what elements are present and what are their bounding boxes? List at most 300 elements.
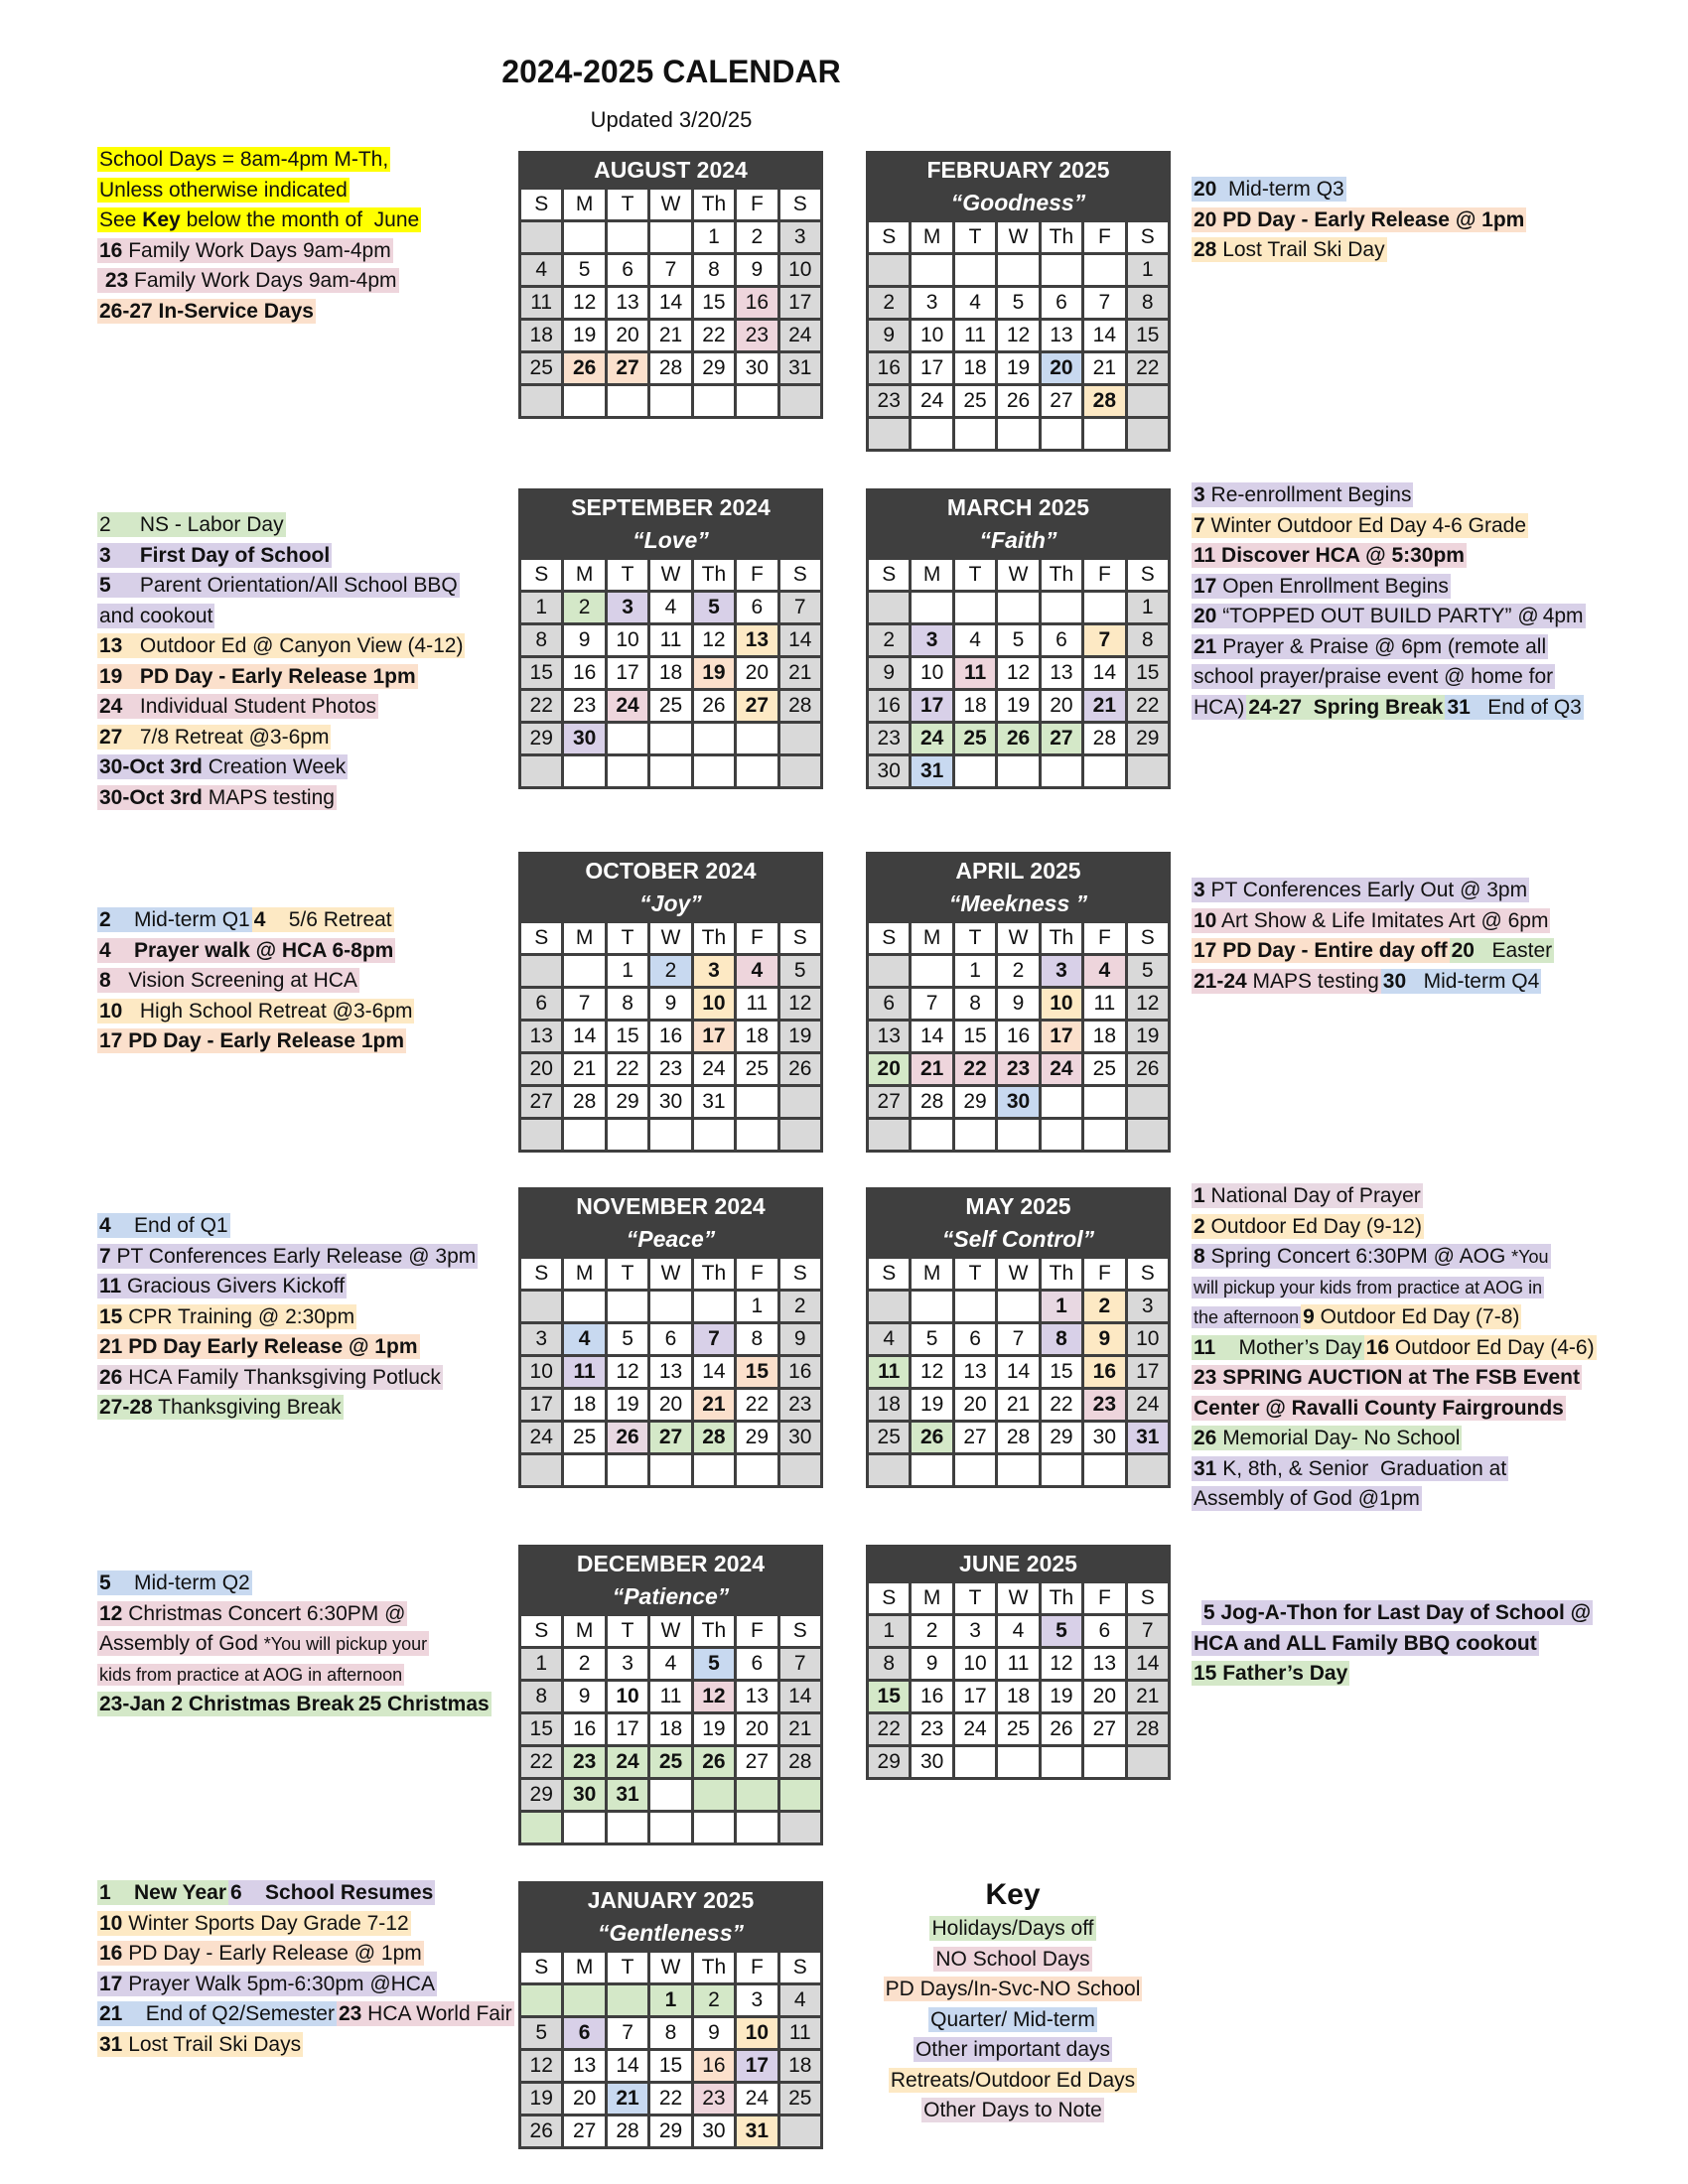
day-cell: 8 [650, 2018, 690, 2048]
day-cell: 24 [694, 1054, 734, 1084]
day-cell: 11 [1084, 989, 1124, 1019]
note-line [97, 176, 350, 206]
day-cell: 29 [869, 1747, 909, 1777]
weekday-header: M [912, 560, 951, 590]
note-line [97, 236, 393, 267]
day-cell: 9 [869, 658, 909, 688]
day-cell: 21 [608, 2084, 647, 2114]
note-line [1192, 602, 1541, 632]
note-text: 15 CPR Training @ 2:30pm [99, 1304, 355, 1328]
empty-cell [780, 756, 820, 786]
note-text: 17 PD Day - Entire day off [1194, 939, 1448, 962]
notes-apr [1192, 876, 1609, 997]
note-line [1541, 602, 1586, 632]
empty-cell [650, 386, 690, 416]
month-title: SEPTEMBER 2024 [521, 491, 820, 524]
note-line [97, 936, 395, 967]
note-line [1192, 1629, 1539, 1660]
day-cell: 12 [608, 1357, 647, 1387]
day-cell: 13 [1084, 1649, 1124, 1679]
month-title: JUNE 2025 [869, 1548, 1168, 1580]
note-line [97, 541, 332, 572]
day-cell: 7 [780, 1649, 820, 1679]
day-cell: 26 [694, 1747, 734, 1777]
note-line [1192, 1363, 1582, 1394]
empty-cell [1128, 756, 1168, 786]
note-line [1192, 1242, 1551, 1273]
notes-dec [97, 1569, 514, 1720]
calendar-aug [518, 151, 823, 419]
day-cell: 24 [780, 321, 820, 350]
month-title: NOVEMBER 2024 [521, 1190, 820, 1223]
empty-cell [1128, 1747, 1168, 1777]
note-line [97, 1629, 429, 1660]
note-text: 10 Winter Sports Day Grade 7-12 [99, 1911, 409, 1935]
day-cell: 15 [650, 2051, 690, 2081]
empty-cell [1128, 419, 1168, 449]
empty-cell [912, 1292, 951, 1321]
note-line [421, 205, 431, 236]
day-cell: 29 [694, 353, 734, 383]
weekday-header: F [1084, 222, 1124, 252]
day-cell: 30 [650, 1087, 690, 1117]
weekday-header: W [650, 1259, 690, 1289]
day-cell: 14 [998, 1357, 1038, 1387]
day-cell: 11 [869, 1357, 909, 1387]
note-line [337, 1999, 514, 2030]
weekday-header: W [998, 222, 1038, 252]
day-cell: 13 [564, 2051, 604, 2081]
note-text: 21 End of Q2/Semester [99, 2002, 335, 2025]
day-cell: 30 [780, 1423, 820, 1452]
weekday-header: T [955, 1259, 995, 1289]
day-cell: 2 [998, 956, 1038, 986]
note-line [97, 571, 460, 602]
day-cell: 31 [780, 353, 820, 383]
day-cell: 7 [998, 1324, 1038, 1354]
note-text: 5 Parent Orientation/All School BBQ [99, 574, 458, 597]
calendar-mar [866, 488, 1171, 789]
empty-cell [694, 386, 734, 416]
day-cell: 27 [564, 2116, 604, 2146]
note-text: will pickup your kids from practice at AOG in [1194, 1277, 1543, 1297]
day-cell: 15 [737, 1357, 776, 1387]
key-item [854, 2005, 1172, 2036]
day-cell: 27 [737, 691, 776, 721]
day-cell: 1 [1128, 593, 1168, 622]
key-item [854, 2035, 1172, 2066]
day-cell: 15 [521, 658, 561, 688]
weekday-header: Th [694, 1953, 734, 1982]
day-cell: 12 [1042, 1649, 1081, 1679]
note-line [97, 752, 348, 783]
weekday-header: Th [1042, 1259, 1081, 1289]
day-cell: 28 [564, 1087, 604, 1117]
weekday-header: S [1128, 1583, 1168, 1613]
note-line [97, 1909, 411, 1940]
weekday-header: W [650, 1616, 690, 1646]
month-title: MARCH 2025 [869, 491, 1168, 524]
weekday-header: W [650, 923, 690, 953]
day-cell: 20 [650, 1390, 690, 1420]
note-line [1450, 936, 1555, 967]
day-cell: 17 [912, 691, 951, 721]
day-cell: 8 [1128, 288, 1168, 318]
empty-cell [780, 1120, 820, 1150]
day-cell: 19 [1128, 1022, 1168, 1051]
day-cell: 14 [694, 1357, 734, 1387]
note-text: 25 Christmas [357, 1693, 490, 1715]
empty-cell [1042, 1087, 1081, 1117]
day-cell: 1 [608, 956, 647, 986]
day-cell: 11 [955, 658, 995, 688]
day-cell: 31 [694, 1087, 734, 1117]
empty-cell [780, 2116, 820, 2146]
day-cell: 9 [737, 255, 776, 285]
day-cell: 14 [650, 288, 690, 318]
day-cell: 26 [564, 353, 604, 383]
empty-cell [650, 1292, 690, 1321]
day-cell: 16 [1084, 1357, 1124, 1387]
weekday-header: S [521, 923, 561, 953]
day-cell: 6 [1042, 288, 1081, 318]
day-cell: 28 [608, 2116, 647, 2146]
weekday-header: Th [694, 923, 734, 953]
day-cell: 11 [650, 625, 690, 655]
note-text: 10 Art Show & Life Imitates Art @ 6pm [1194, 908, 1549, 932]
month-theme: “Meekness ” [869, 887, 1168, 920]
weekday-header: Th [1042, 923, 1081, 953]
note-text: 30-Oct 3rd MAPS testing [99, 785, 335, 809]
empty-cell [1042, 1455, 1081, 1485]
note-text: school prayer/praise event @ home for [1194, 665, 1554, 688]
empty-cell [521, 1455, 561, 1485]
day-cell: 18 [1084, 1022, 1124, 1051]
empty-cell [869, 593, 909, 622]
day-cell: 2 [650, 956, 690, 986]
day-cell: 3 [608, 1649, 647, 1679]
weekday-header: S [521, 1616, 561, 1646]
day-cell: 13 [869, 1022, 909, 1051]
note-line [97, 297, 316, 328]
empty-cell [521, 1292, 561, 1321]
empty-cell [998, 756, 1038, 786]
month-theme: “Self Control” [869, 1223, 1168, 1256]
day-cell: 21 [912, 1054, 951, 1084]
day-cell: 31 [737, 2116, 776, 2146]
note-line [1201, 1598, 1593, 1629]
empty-cell [608, 1813, 647, 1843]
day-cell: 17 [521, 1390, 561, 1420]
day-cell: 29 [1128, 724, 1168, 753]
weekday-header: W [998, 1259, 1038, 1289]
day-cell: 18 [564, 1390, 604, 1420]
month-theme: “Gentleness” [521, 1917, 820, 1950]
empty-cell [955, 1120, 995, 1150]
month-grid [869, 557, 1168, 786]
day-cell: 10 [912, 321, 951, 350]
weekday-header: F [1084, 1259, 1124, 1289]
note-line [97, 1363, 443, 1394]
note-text: Assembly of God *You will pickup your [99, 1632, 428, 1655]
note-text: 3 PT Conferences Early Out @ 3pm [1194, 879, 1528, 901]
note-text: 11 Gracious Givers Kickoff [99, 1275, 346, 1297]
weekday-header: S [780, 1259, 820, 1289]
day-cell: 21 [780, 658, 820, 688]
note-line [1192, 1659, 1349, 1690]
day-cell: 14 [608, 2051, 647, 2081]
note-text: 16 PD Day - Early Release @ 1pm [99, 1942, 422, 1965]
note-line [1192, 480, 1413, 511]
calendar-apr [866, 852, 1171, 1153]
empty-cell [869, 1292, 909, 1321]
note-line [1192, 572, 1451, 603]
key-title: Key [985, 1878, 1041, 1911]
empty-cell [694, 1813, 734, 1843]
day-cell: 4 [1084, 956, 1124, 986]
day-cell: 9 [564, 625, 604, 655]
day-cell: 26 [1128, 1054, 1168, 1084]
day-cell: 23 [780, 1390, 820, 1420]
day-cell: 22 [1042, 1390, 1081, 1420]
note-line [1445, 693, 1583, 724]
weekday-header: S [780, 1953, 820, 1982]
day-cell: 14 [780, 625, 820, 655]
empty-cell [564, 386, 604, 416]
day-cell: 20 [608, 321, 647, 350]
weekday-header: T [955, 560, 995, 590]
weekday-header: M [564, 1259, 604, 1289]
day-cell: 14 [780, 1682, 820, 1711]
weekday-header: W [998, 1583, 1038, 1613]
day-cell: 13 [737, 625, 776, 655]
day-cell: 18 [869, 1390, 909, 1420]
month-grid [521, 1950, 820, 2146]
day-cell: 3 [1042, 956, 1081, 986]
day-cell: 9 [694, 2018, 734, 2048]
empty-cell [780, 1087, 820, 1117]
empty-cell [564, 1292, 604, 1321]
key-label: Other Days to Note [923, 2099, 1102, 2121]
note-line [1192, 1598, 1201, 1629]
note-line [97, 1660, 404, 1691]
day-cell: 12 [1128, 989, 1168, 1019]
day-cell: 25 [650, 691, 690, 721]
notes-aug [97, 145, 514, 327]
day-cell: 25 [737, 1054, 776, 1084]
day-cell: 23 [998, 1054, 1038, 1084]
key-item [854, 1914, 1172, 1945]
note-text: 17 Open Enrollment Begins [1194, 574, 1449, 598]
day-cell: 4 [955, 288, 995, 318]
day-cell: 5 [780, 956, 820, 986]
weekday-header: W [998, 923, 1038, 953]
weekday-header: F [737, 560, 776, 590]
empty-cell [1084, 593, 1124, 622]
month-grid [869, 920, 1168, 1150]
day-cell: 22 [521, 1747, 561, 1777]
empty-cell [521, 1120, 561, 1150]
weekday-header: S [780, 190, 820, 219]
note-line [1192, 1273, 1544, 1303]
empty-cell [564, 1813, 604, 1843]
day-cell: 2 [737, 222, 776, 252]
day-cell: 10 [608, 625, 647, 655]
day-cell: 19 [780, 1022, 820, 1051]
empty-cell [650, 756, 690, 786]
day-cell: 28 [1084, 386, 1124, 416]
note-text: 19 PD Day - Early Release 1pm [99, 664, 416, 688]
day-cell: 3 [780, 222, 820, 252]
weekday-header: M [912, 923, 951, 953]
empty-cell [998, 1455, 1038, 1485]
note-text: 31 K, 8th, & Senior Graduation at [1194, 1456, 1507, 1480]
day-cell: 11 [521, 288, 561, 318]
note-text: 23 SPRING AUCTION at The FSB Event [1194, 1366, 1580, 1389]
empty-cell [1128, 1455, 1168, 1485]
day-cell: 10 [608, 1682, 647, 1711]
day-cell: 17 [608, 658, 647, 688]
weekday-header: F [737, 1616, 776, 1646]
day-cell: 25 [955, 386, 995, 416]
day-cell: 5 [564, 255, 604, 285]
note-line [1192, 632, 1548, 663]
day-cell: 28 [780, 691, 820, 721]
day-cell: 18 [650, 1714, 690, 1744]
note-line [1192, 1484, 1422, 1515]
day-cell: 17 [955, 1682, 995, 1711]
empty-cell [998, 255, 1038, 285]
note-line [404, 1660, 414, 1691]
day-cell: 29 [608, 1087, 647, 1117]
day-cell: 18 [955, 691, 995, 721]
day-cell: 31 [912, 756, 951, 786]
day-cell: 26 [912, 1423, 951, 1452]
note-text: 11 Mother’s Day [1194, 1335, 1362, 1359]
empty-cell [650, 222, 690, 252]
day-cell: 20 [564, 2084, 604, 2114]
day-cell: 4 [737, 956, 776, 986]
empty-cell [1084, 1747, 1124, 1777]
day-cell: 16 [564, 658, 604, 688]
day-cell: 13 [521, 1022, 561, 1051]
day-cell: 10 [955, 1649, 995, 1679]
day-cell: 1 [650, 1985, 690, 2015]
day-cell: 5 [1042, 1616, 1081, 1646]
weekday-header: M [564, 923, 604, 953]
weekday-header: T [608, 1616, 647, 1646]
day-cell: 10 [737, 2018, 776, 2048]
weekday-header: F [737, 190, 776, 219]
month-title: DECEMBER 2024 [521, 1548, 820, 1580]
month-grid [521, 187, 820, 416]
empty-cell [1084, 1455, 1124, 1485]
empty-cell [737, 1120, 776, 1150]
empty-cell [869, 956, 909, 986]
day-cell: 15 [1042, 1357, 1081, 1387]
empty-cell [521, 756, 561, 786]
day-cell: 10 [694, 989, 734, 1019]
note-line [97, 1878, 228, 1909]
note-text: 20 PD Day - Early Release @ 1pm [1194, 207, 1525, 231]
month-grid [521, 920, 820, 1150]
note-line [228, 1878, 435, 1909]
day-cell: 15 [955, 1022, 995, 1051]
day-cell: 23 [564, 691, 604, 721]
weekday-header: M [912, 1583, 951, 1613]
key-item [854, 2096, 1172, 2126]
calendar-dec [518, 1545, 823, 1845]
month-title: JANUARY 2025 [521, 1884, 820, 1917]
day-cell: 15 [869, 1682, 909, 1711]
note-text: Unless otherwise indicated [99, 178, 348, 202]
empty-cell [998, 593, 1038, 622]
day-cell: 28 [1128, 1714, 1168, 1744]
day-cell: 15 [694, 288, 734, 318]
empty-cell [737, 1087, 776, 1117]
day-cell: 9 [564, 1682, 604, 1711]
empty-cell [650, 724, 690, 753]
day-cell: 8 [737, 1324, 776, 1354]
day-cell: 17 [694, 1022, 734, 1051]
day-cell: 9 [650, 989, 690, 1019]
empty-cell [521, 956, 561, 986]
day-cell: 22 [694, 321, 734, 350]
day-cell: 15 [608, 1022, 647, 1051]
day-cell: 26 [998, 386, 1038, 416]
day-cell: 1 [737, 1292, 776, 1321]
key-label: Holidays/Days off [931, 1917, 1094, 1940]
day-cell: 26 [694, 691, 734, 721]
day-cell: 16 [564, 1714, 604, 1744]
calendar-jun [866, 1545, 1171, 1780]
day-cell: 24 [521, 1423, 561, 1452]
weekday-header: S [521, 560, 561, 590]
day-cell: 12 [912, 1357, 951, 1387]
day-cell: 21 [564, 1054, 604, 1084]
day-cell: 17 [1042, 1022, 1081, 1051]
note-text: 7 PT Conferences Early Release @ 3pm [99, 1244, 477, 1268]
note-line [97, 662, 418, 693]
note-line [252, 1569, 262, 1599]
weekday-header: M [564, 1616, 604, 1646]
month-grid [521, 557, 820, 786]
day-cell: 29 [521, 724, 561, 753]
day-cell: 8 [1042, 1324, 1081, 1354]
calendar-may [866, 1187, 1171, 1488]
empty-cell [737, 1455, 776, 1485]
note-text: 20 “TOPPED OUT BUILD PARTY” @ [1194, 605, 1539, 627]
day-cell: 7 [650, 255, 690, 285]
month-theme: “Joy” [521, 887, 820, 920]
day-cell: 25 [521, 353, 561, 383]
note-line [1192, 511, 1528, 542]
day-cell: 1 [694, 222, 734, 252]
note-text: 24 Individual Student Photos [99, 695, 377, 718]
empty-cell [1042, 1747, 1081, 1777]
empty-cell [608, 386, 647, 416]
day-cell: 25 [564, 1423, 604, 1452]
note-line [1192, 936, 1450, 967]
day-cell: 5 [998, 625, 1038, 655]
empty-cell [564, 1120, 604, 1150]
note-line [1192, 1333, 1364, 1364]
note-text: 9 Outdoor Ed Day (7-8) [1303, 1305, 1520, 1328]
weekday-header: W [650, 190, 690, 219]
day-cell: 28 [998, 1423, 1038, 1452]
day-cell: 11 [780, 2018, 820, 2048]
month-theme: “Faith” [869, 524, 1168, 557]
